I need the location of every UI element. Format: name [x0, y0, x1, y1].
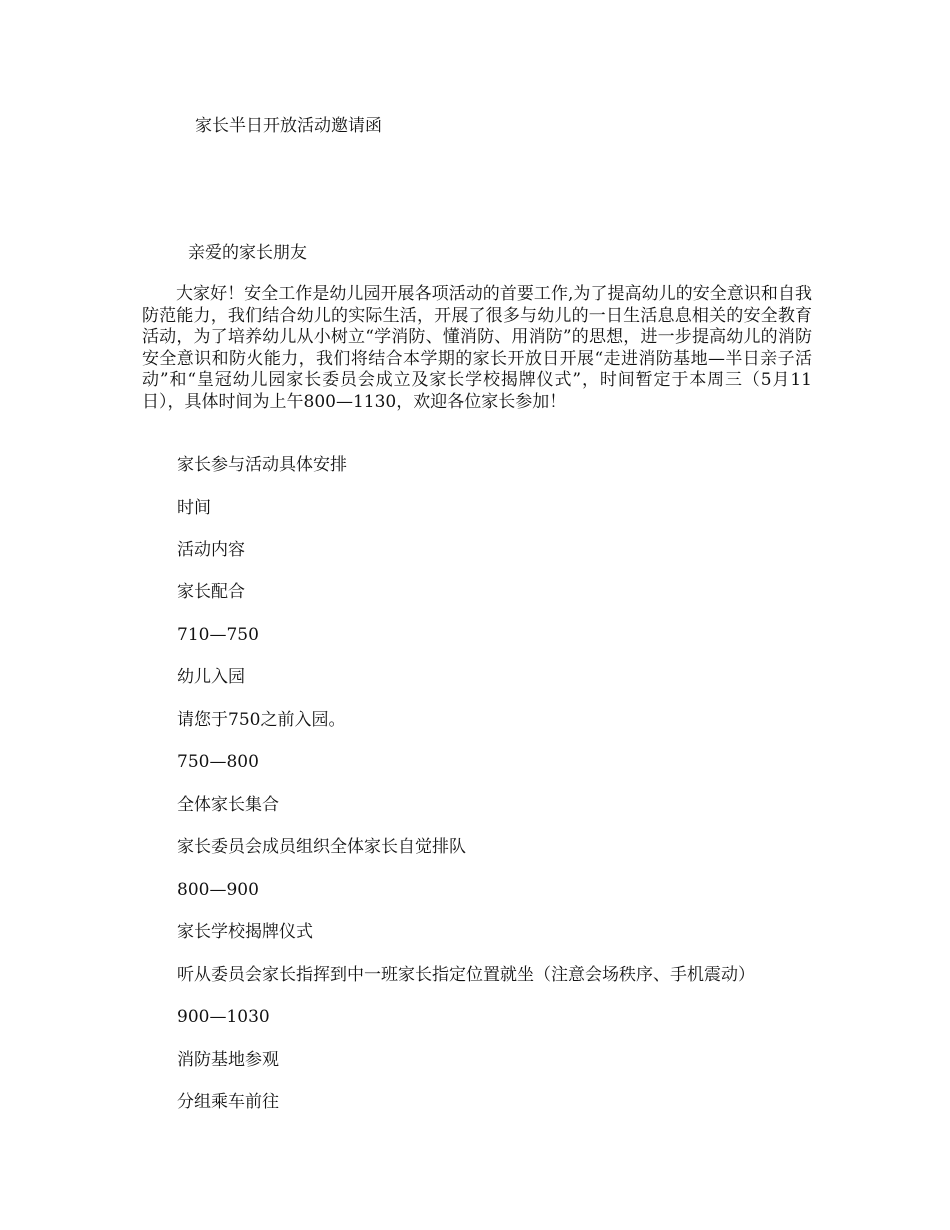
schedule-row-2-parent: 家长委员会成员组织全体家长自觉排队 [177, 837, 466, 857]
schedule-row-4-content: 消防基地参观 [177, 1050, 279, 1070]
intro-paragraph: 大家好！安全工作是幼儿园开展各项活动的首要工作,为了提高幼儿的安全意识和自我防范能力，我们结合幼儿的实际生活，开展了很多与幼儿的一日生活息息相关的安全教育活动，为了培养幼儿从小树立“学消防、懂消防、用消防”的思想，进一步提高幼儿的消防安全意识和防火能力，我们将结合本学期的家长开放日开展“走进消防基地—半日亲子活动”和“皇冠幼儿园家长委员会成立及家长学校揭牌仪式”，时间暂定于本周三（5月11日），具体时间为上午800—1130，欢迎各位家长参加！ [142, 284, 812, 412]
schedule-row-3-parent: 听从委员会家长指挥到中一班家长指定位置就坐（注意会场秩序、手机震动） [177, 965, 755, 985]
schedule-heading: 家长参与活动具体安排 [177, 455, 347, 475]
schedule-header-parent: 家长配合 [177, 582, 245, 602]
schedule-row-1-time: 710—750 [177, 625, 259, 645]
schedule-header-time: 时间 [177, 498, 211, 518]
schedule-row-1-parent: 请您于750之前入园。 [177, 710, 346, 730]
schedule-row-3-content: 家长学校揭牌仪式 [177, 922, 313, 942]
schedule-row-2-content: 全体家长集合 [177, 795, 279, 815]
greeting: 亲爱的家长朋友 [188, 243, 307, 263]
schedule-row-4-parent: 分组乘车前往 [177, 1092, 279, 1112]
schedule-row-2-time: 750—800 [177, 752, 259, 772]
schedule-row-1-content: 幼儿入园 [177, 667, 245, 687]
document-title: 家长半日开放活动邀请函 [195, 116, 382, 136]
schedule-header-content: 活动内容 [177, 540, 245, 560]
schedule-row-4-time: 900—1030 [177, 1007, 270, 1027]
schedule-row-3-time: 800—900 [177, 880, 259, 900]
